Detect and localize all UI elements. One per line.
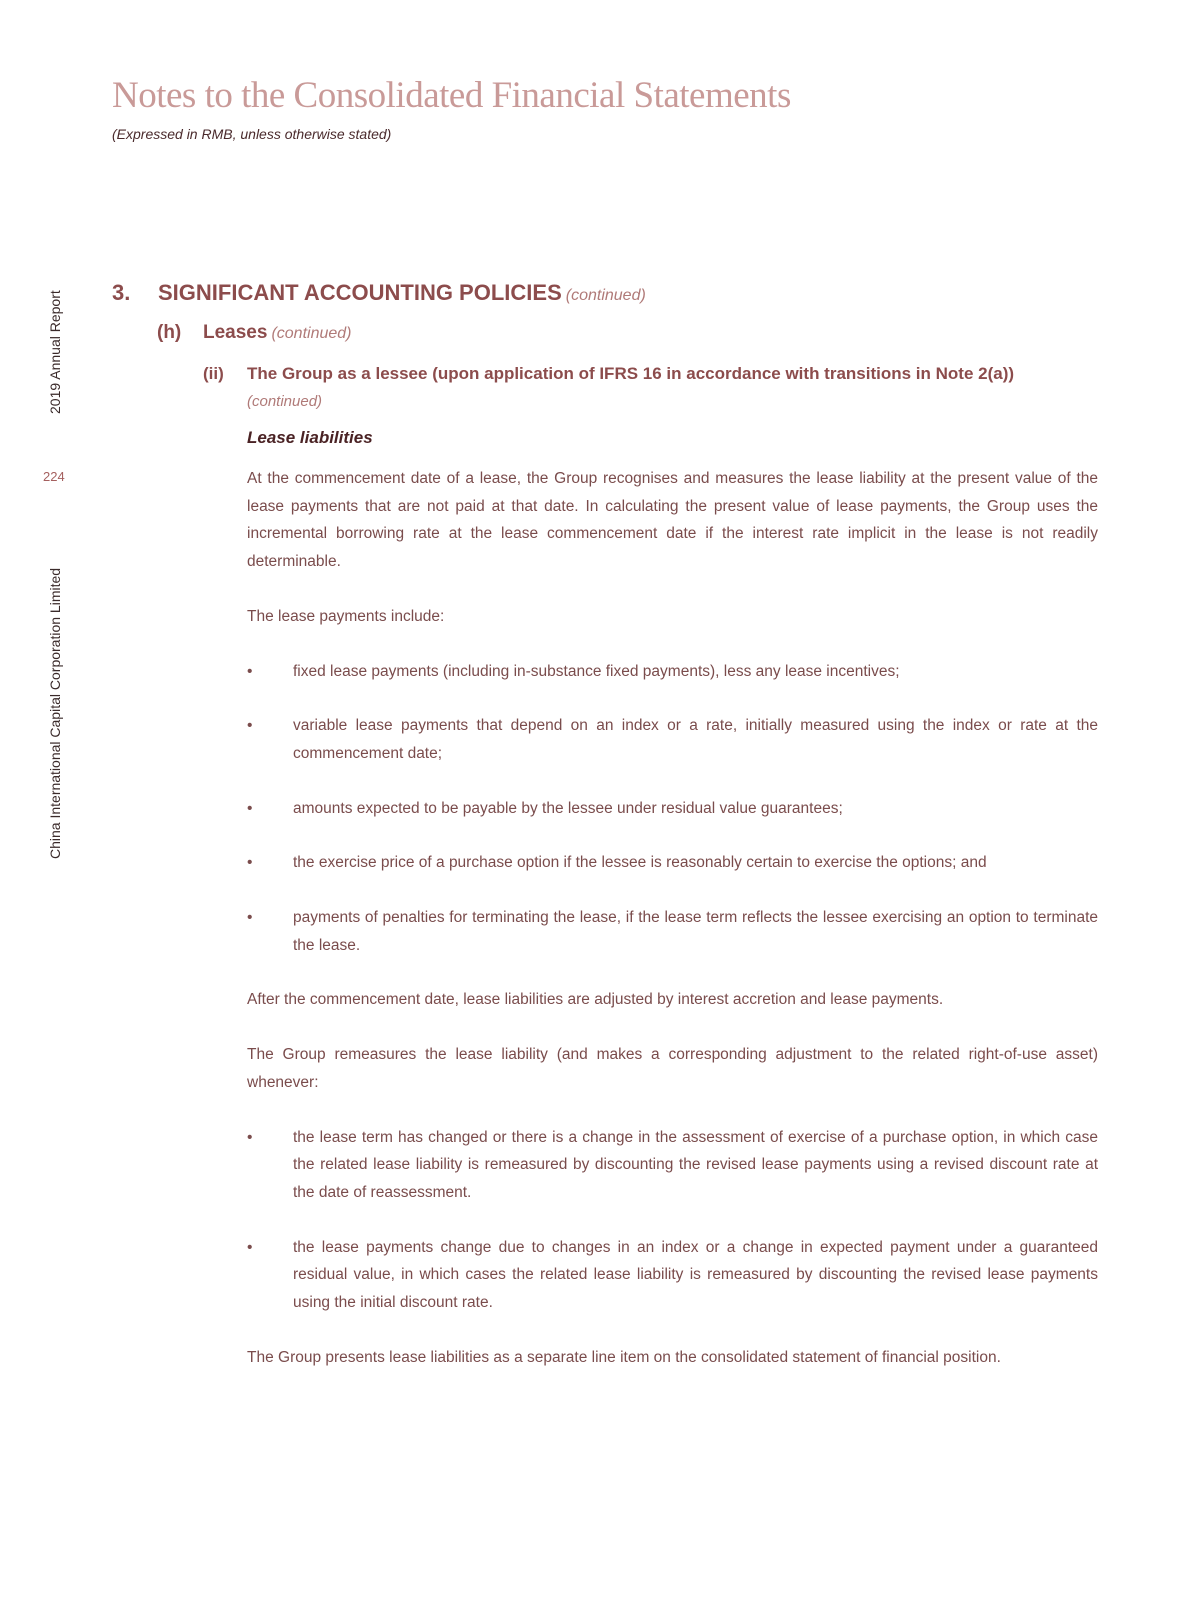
subsubsection-heading [203,360,1103,416]
paragraph: The Group remeasures the lease liability (and makes a corresponding adjustment to the related right-of-use asset) whenever: [247,1046,1098,1091]
body-text [247,465,1098,1398]
sidebar-company-label: China International Capital Corporation Limited [47,567,63,859]
page-subtitle: (Expressed in RMB, unless otherwise stated) [112,126,392,142]
page-number: 224 [43,469,65,484]
lease-liabilities-heading: Lease liabilities [247,428,373,447]
list-item [247,795,1098,823]
subsection-heading [157,322,352,344]
subsubsection-title: The Group as a lessee (upon application of IFRS 16 in accordance with transitions in Note 2(a)) [247,364,1015,383]
list-item [247,1234,1098,1317]
bullet-icon: • [247,1128,253,1146]
sidebar-report-label: 2019 Annual Report [47,290,63,414]
list-item-text: payments of penalties for terminating the lease, if the lease term reflects the lessee exercising an option to terminate the lease. [293,909,1098,954]
list-item [247,849,1098,877]
list-item [247,904,1098,959]
section-title: SIGNIFICANT ACCOUNTING POLICIES [158,280,562,305]
list-item [247,1124,1098,1207]
bullet-icon: • [247,717,253,735]
paragraph: The Group presents lease liabilities as a separate line item on the consolidated statement of financial position. [247,1348,1001,1366]
list-item-text: fixed lease payments (including in-substance fixed payments), less any lease incentives; [293,662,900,680]
paragraph: After the commencement date, lease liabilities are adjusted by interest accretion and lease payments. [247,991,944,1009]
bullet-icon: • [247,1238,253,1256]
paragraph: At the commencement date of a lease, the Group recognises and measures the lease liability at the present value of the lease payments that are not paid at that date. In calculating the present value of lease payments, the Group uses the incremental borrowing rate at the lease commencement date if the interest rate implicit in the lease is not readily determinable. [247,470,1098,571]
bullet-icon: • [247,854,253,872]
paragraph: The lease payments include: [247,607,445,625]
bullet-icon: • [247,662,253,680]
list-item-text: the lease payments change due to changes in an index or a change in expected payment under a guaranteed residual value, in which cases the related lease liability is remeasured by discounting the revised lease payments using the initial discount rate. [293,1238,1098,1312]
subsection-title: Leases [203,322,268,343]
subsubsection-continued: (continued) [247,393,323,410]
subsubsection-number: (ii) [203,364,224,383]
section-continued: (continued) [565,287,646,304]
subsection-continued: (continued) [271,325,352,342]
list-item-text: amounts expected to be payable by the lessee under residual value guarantees; [293,799,843,817]
list-item [247,712,1098,767]
bullet-icon: • [247,799,253,817]
list-item-text: variable lease payments that depend on an index or a rate, initially measured using the index or rate at the commencement date; [293,717,1098,762]
list-item-text: the exercise price of a purchase option if the lessee is reasonably certain to exercise the options; and [293,854,987,872]
section-number: 3. [112,280,131,305]
bullet-icon: • [247,909,253,927]
list-item-text: the lease term has changed or there is a change in the assessment of exercise of a purchase option, in which case the related lease liability is remeasured by discounting the revised lease payments using a revised discount rate at the date of reassessment. [293,1128,1098,1201]
list-item [247,658,1098,686]
subsection-number: (h) [157,322,182,343]
page-title: Notes to the Consolidated Financial Statements [112,75,791,116]
section-heading [112,280,646,306]
